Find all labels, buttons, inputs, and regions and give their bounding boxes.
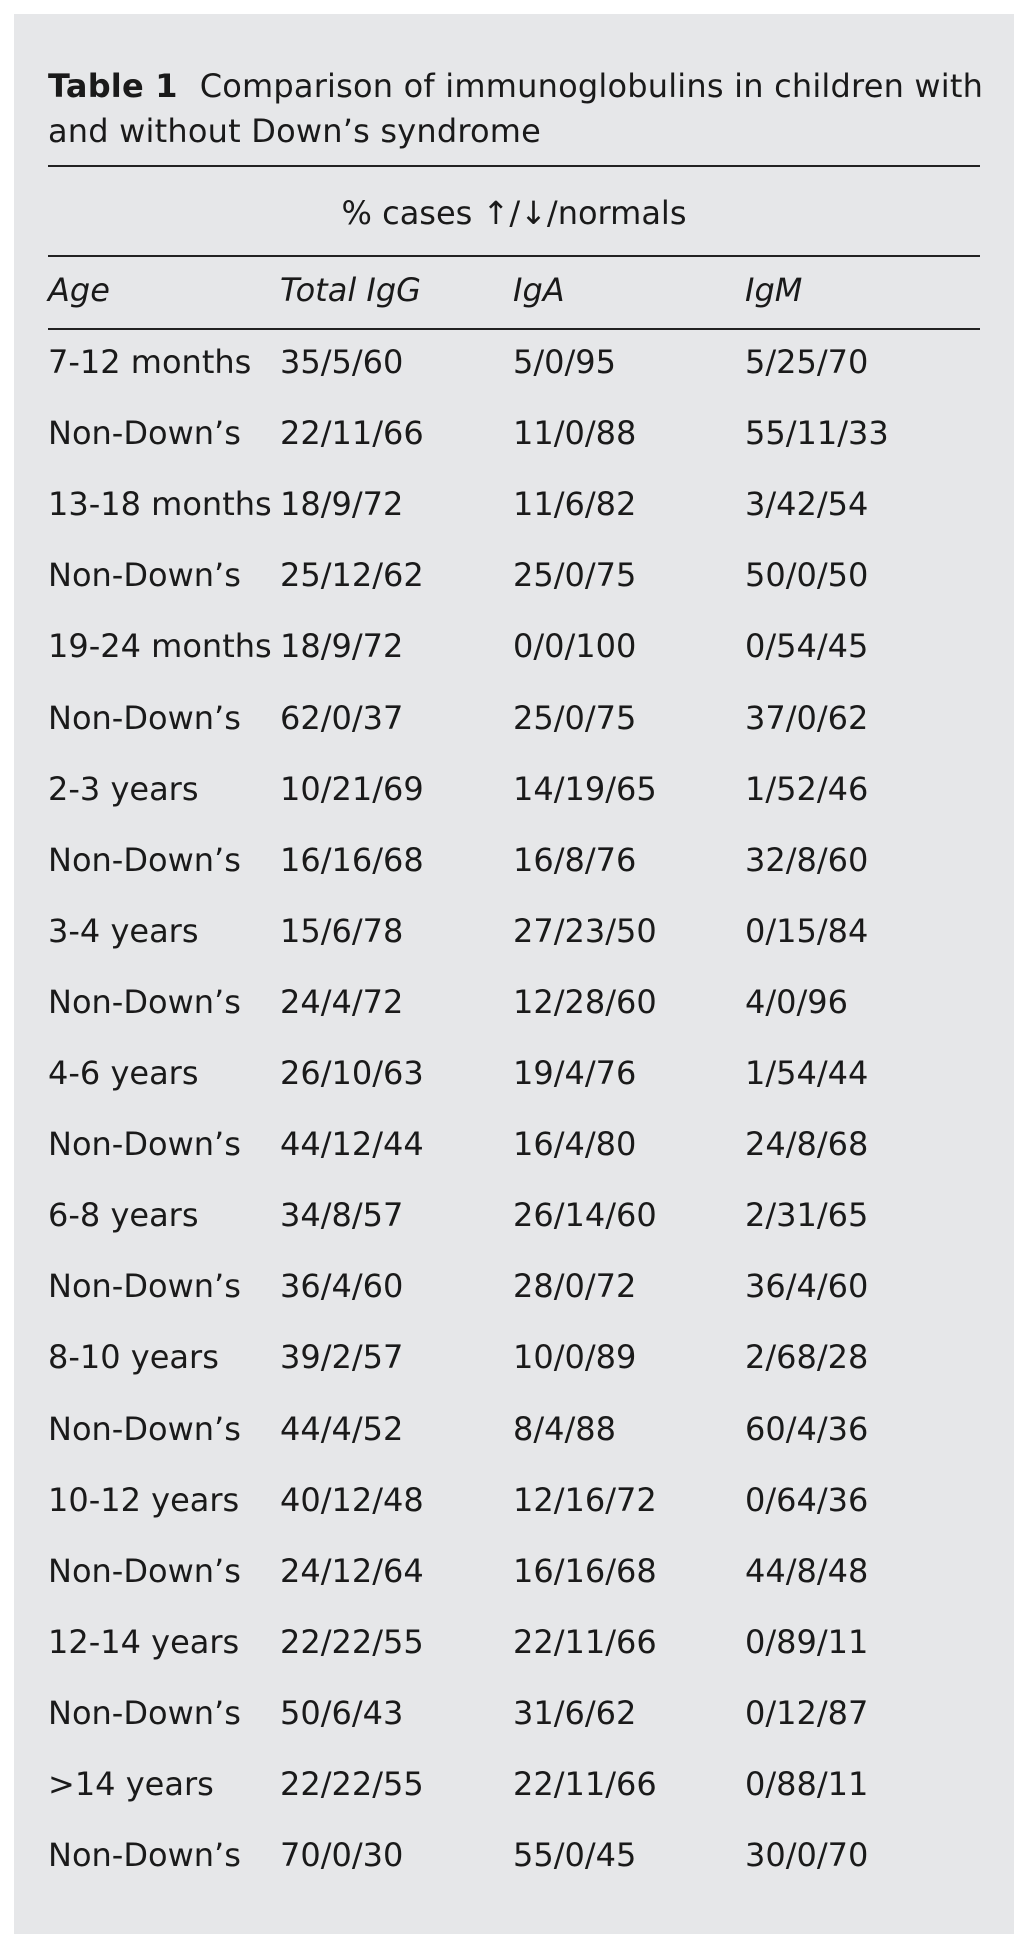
table-cell: 18/9/72 bbox=[280, 627, 404, 666]
table-cell: 32/8/60 bbox=[745, 840, 869, 879]
table-cell: 22/11/66 bbox=[513, 1622, 657, 1661]
table-cell: 22/11/66 bbox=[280, 414, 424, 453]
table-cell: 44/4/52 bbox=[280, 1409, 404, 1448]
table-cell: 55/0/45 bbox=[513, 1836, 637, 1875]
table-cell: 24/12/64 bbox=[280, 1551, 424, 1590]
table-cell: 62/0/37 bbox=[280, 698, 404, 737]
table-cell: 16/16/68 bbox=[280, 840, 424, 879]
row-age-cell: 6-8 years bbox=[48, 1196, 199, 1235]
table-cell: 5/25/70 bbox=[745, 343, 869, 381]
row-age-cell: 13-18 months bbox=[48, 485, 272, 524]
table-cell: 8/4/88 bbox=[513, 1409, 616, 1448]
table-cell: 25/0/75 bbox=[513, 556, 637, 595]
table-cell: 12/28/60 bbox=[513, 982, 657, 1021]
table-cell: 34/8/57 bbox=[280, 1196, 404, 1235]
row-age-cell: Non-Down’s bbox=[48, 1551, 241, 1590]
table-cell: 15/6/78 bbox=[280, 911, 404, 950]
table-cell: 14/19/65 bbox=[513, 769, 657, 808]
table-cell: 1/52/46 bbox=[745, 769, 869, 808]
table-cell: 26/10/63 bbox=[280, 1054, 424, 1092]
table-cell: 16/8/76 bbox=[513, 840, 637, 879]
table-cell: 10/0/89 bbox=[513, 1338, 637, 1377]
table-panel bbox=[14, 14, 1014, 1934]
row-age-cell: 8-10 years bbox=[48, 1338, 219, 1377]
table-cell: 12/16/72 bbox=[513, 1480, 657, 1519]
table-cell: 11/0/88 bbox=[513, 414, 637, 453]
column-spanner: % cases ↑/↓/normals bbox=[341, 194, 687, 232]
row-age-cell: 4-6 years bbox=[48, 1054, 199, 1092]
column-header: IgA bbox=[513, 271, 565, 309]
table-cell: 0/0/100 bbox=[513, 627, 637, 666]
row-age-cell: >14 years bbox=[48, 1765, 214, 1803]
header-rule bbox=[48, 328, 980, 330]
table-cell: 27/23/50 bbox=[513, 911, 657, 950]
column-header: IgM bbox=[745, 271, 803, 309]
table-cell: 5/0/95 bbox=[513, 343, 616, 381]
table-cell: 2/31/65 bbox=[745, 1196, 869, 1235]
table-cell: 70/0/30 bbox=[280, 1836, 404, 1875]
table-cell: 19/4/76 bbox=[513, 1054, 637, 1092]
row-age-cell: 2-3 years bbox=[48, 769, 199, 808]
table-cell: 22/22/55 bbox=[280, 1622, 424, 1661]
spanner-rule bbox=[48, 255, 980, 257]
row-age-cell: 12-14 years bbox=[48, 1622, 240, 1661]
table-cell: 0/15/84 bbox=[745, 911, 869, 950]
row-age-cell: Non-Down’s bbox=[48, 414, 241, 453]
row-age-cell: Non-Down’s bbox=[48, 982, 241, 1021]
table-title: Comparison of immunoglobulins in children with and without Down’s syndrome bbox=[48, 67, 984, 150]
table-cell: 39/2/57 bbox=[280, 1338, 404, 1377]
table-cell: 3/42/54 bbox=[745, 485, 869, 524]
table-cell: 22/11/66 bbox=[513, 1765, 657, 1803]
table-cell: 2/68/28 bbox=[745, 1338, 869, 1377]
table-cell: 0/89/11 bbox=[745, 1622, 869, 1661]
row-age-cell: Non-Down’s bbox=[48, 1125, 241, 1164]
row-age-cell: 10-12 years bbox=[48, 1480, 240, 1519]
table-cell: 31/6/62 bbox=[513, 1693, 637, 1732]
table-cell: 25/0/75 bbox=[513, 698, 637, 737]
table-cell: 10/21/69 bbox=[280, 769, 424, 808]
table-cell: 26/14/60 bbox=[513, 1196, 657, 1235]
row-age-cell: Non-Down’s bbox=[48, 698, 241, 737]
table-cell: 37/0/62 bbox=[745, 698, 869, 737]
table-cell: 30/0/70 bbox=[745, 1836, 869, 1875]
column-header: Age bbox=[48, 271, 110, 309]
column-header: Total IgG bbox=[280, 271, 421, 309]
row-age-cell: Non-Down’s bbox=[48, 556, 241, 595]
table-cell: 28/0/72 bbox=[513, 1267, 637, 1306]
table-cell: 0/88/11 bbox=[745, 1765, 869, 1803]
table-cell: 36/4/60 bbox=[280, 1267, 404, 1306]
table-cell: 0/64/36 bbox=[745, 1480, 869, 1519]
top-rule bbox=[48, 165, 980, 167]
row-age-cell: 7-12 months bbox=[48, 343, 252, 381]
table-caption bbox=[48, 64, 998, 154]
table-cell: 16/16/68 bbox=[513, 1551, 657, 1590]
row-age-cell: Non-Down’s bbox=[48, 1409, 241, 1448]
table-cell: 1/54/44 bbox=[745, 1054, 869, 1092]
table-cell: 50/0/50 bbox=[745, 556, 869, 595]
table-cell: 24/8/68 bbox=[745, 1125, 869, 1164]
row-age-cell: Non-Down’s bbox=[48, 1693, 241, 1732]
row-age-cell: Non-Down’s bbox=[48, 840, 241, 879]
table-cell: 18/9/72 bbox=[280, 485, 404, 524]
table-cell: 16/4/80 bbox=[513, 1125, 637, 1164]
table-cell: 22/22/55 bbox=[280, 1765, 424, 1803]
table-cell: 50/6/43 bbox=[280, 1693, 404, 1732]
table-cell: 40/12/48 bbox=[280, 1480, 424, 1519]
table-cell: 0/12/87 bbox=[745, 1693, 869, 1732]
table-cell: 44/12/44 bbox=[280, 1125, 424, 1164]
table-cell: 11/6/82 bbox=[513, 485, 637, 524]
row-age-cell: Non-Down’s bbox=[48, 1267, 241, 1306]
table-cell: 4/0/96 bbox=[745, 982, 848, 1021]
table-label: Table 1 bbox=[48, 67, 178, 105]
row-age-cell: 3-4 years bbox=[48, 911, 199, 950]
table-cell: 60/4/36 bbox=[745, 1409, 869, 1448]
table-cell: 24/4/72 bbox=[280, 982, 404, 1021]
table-cell: 0/54/45 bbox=[745, 627, 869, 666]
row-age-cell: 19-24 months bbox=[48, 627, 272, 666]
table-cell: 44/8/48 bbox=[745, 1551, 869, 1590]
table-cell: 55/11/33 bbox=[745, 414, 889, 453]
table-cell: 35/5/60 bbox=[280, 343, 404, 381]
table-cell: 36/4/60 bbox=[745, 1267, 869, 1306]
table-cell: 25/12/62 bbox=[280, 556, 424, 595]
row-age-cell: Non-Down’s bbox=[48, 1836, 241, 1875]
